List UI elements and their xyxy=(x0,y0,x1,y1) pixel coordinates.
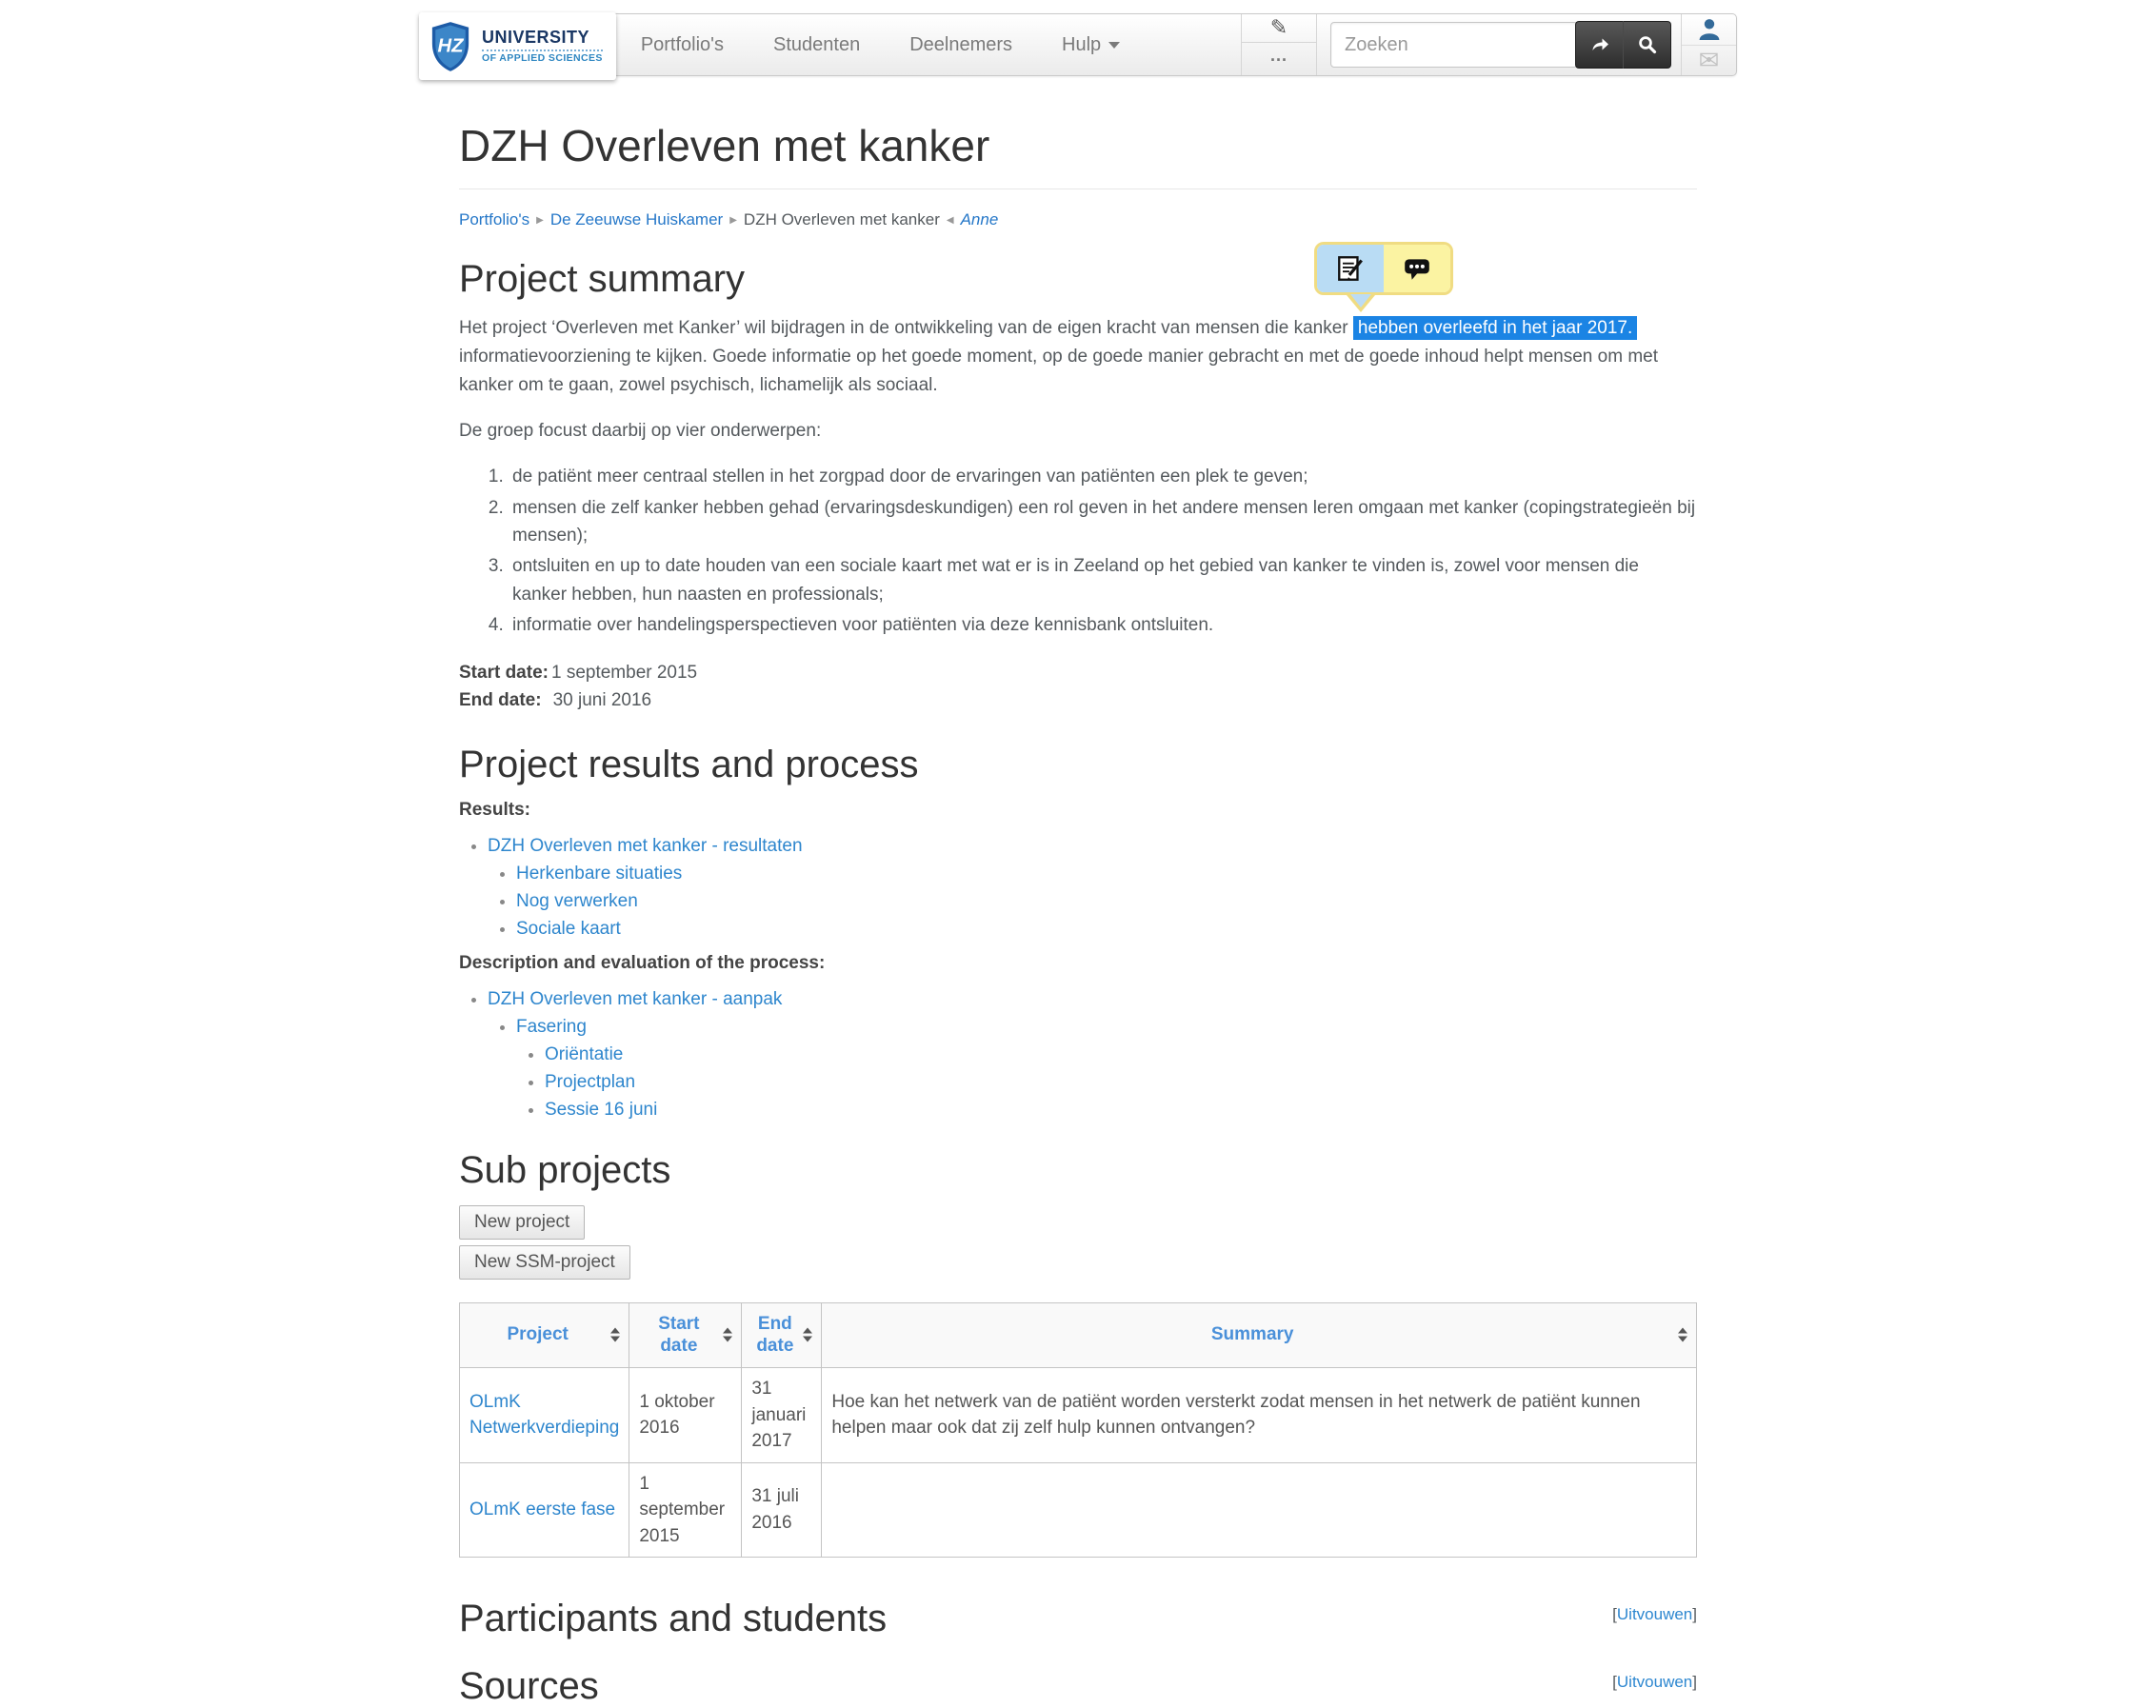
subprojects-heading: Sub projects xyxy=(459,1148,671,1191)
participants-expand-link[interactable]: Uitvouwen xyxy=(1616,1605,1693,1624)
sources-expand xyxy=(1612,1673,1697,1692)
column-header-label: Summary xyxy=(1210,1324,1294,1345)
column-header-project[interactable] xyxy=(460,1302,629,1368)
link-resultaten[interactable]: DZH Overleven met kanker - resultaten xyxy=(488,835,803,856)
list-item xyxy=(545,1100,1697,1121)
column-header-label: Project xyxy=(507,1324,569,1345)
search-button[interactable] xyxy=(1624,21,1671,69)
nav-item-hulp[interactable] xyxy=(1037,14,1145,75)
link-herkenbare-situaties[interactable]: Herkenbare situaties xyxy=(516,863,683,884)
envelope-icon: ✉ xyxy=(1698,45,1720,74)
comment-icon xyxy=(1402,253,1432,284)
nav-spacer xyxy=(1145,14,1241,75)
list-item xyxy=(516,891,1697,912)
link-olmk-netwerkverdieping[interactable]: OLmK Netwerkverdieping xyxy=(469,1391,620,1439)
list-item xyxy=(545,1072,1697,1093)
breadcrumb-author-anne[interactable]: Anne xyxy=(960,210,999,228)
link-orientatie[interactable]: Oriëntatie xyxy=(545,1043,624,1064)
column-header-label: End date xyxy=(756,1313,794,1357)
link-olmk-eerste-fase[interactable]: OLmK eerste fase xyxy=(469,1499,616,1520)
user-profile-button[interactable] xyxy=(1682,14,1736,46)
list-item xyxy=(488,836,1697,940)
participants-heading: Participants and students xyxy=(459,1598,888,1640)
fasering-sublinks xyxy=(516,1044,1697,1121)
bracket: ] xyxy=(1692,1605,1697,1624)
logo-line2: OF APPLIED SCIENCES xyxy=(482,51,603,64)
svg-text:HZ: HZ xyxy=(437,35,464,57)
column-header-summary[interactable] xyxy=(822,1302,1697,1368)
mail-button[interactable] xyxy=(1682,46,1736,76)
link-sessie-16-juni[interactable]: Sessie 16 juni xyxy=(545,1099,658,1120)
summary-paragraph xyxy=(459,314,1697,400)
page xyxy=(0,13,2156,1708)
search-icon xyxy=(1637,34,1658,55)
column-header-start-date[interactable] xyxy=(629,1302,742,1368)
process-sublinks xyxy=(488,1017,1697,1121)
bracket: [ xyxy=(1612,1605,1617,1624)
table-body xyxy=(460,1368,1697,1558)
go-arrow-icon xyxy=(1589,34,1610,55)
summary-paragraph-wrap xyxy=(459,314,1697,400)
start-date-value: 1 september 2015 xyxy=(550,662,698,683)
top-navigation xyxy=(419,13,1737,76)
nav-menu xyxy=(616,14,1145,75)
subprojects-table xyxy=(459,1302,1697,1559)
cell-start-date: 1 oktober 2016 xyxy=(629,1368,742,1463)
breadcrumb-de-zeeuwse-huiskamer[interactable]: De Zeeuwse Huiskamer xyxy=(549,210,724,228)
sort-icon xyxy=(1678,1328,1687,1342)
breadcrumb-next-icon: ▶ xyxy=(536,215,544,226)
annotation-comment-button[interactable] xyxy=(1384,245,1450,292)
go-button[interactable] xyxy=(1575,21,1624,69)
topic-item: 3. ontsluiten en up to date houden van een sociale kaart met wat er is in Zeeland op het gebied van kanker te vinden is, zowel voor mensen die kanker hebben, hun naasten en professionals; xyxy=(509,552,1697,608)
sort-icon xyxy=(803,1328,812,1342)
link-aanpak[interactable]: DZH Overleven met kanker - aanpak xyxy=(488,988,783,1009)
results-label: Results: xyxy=(459,799,530,820)
column-header-end-date[interactable] xyxy=(742,1302,822,1368)
results-links xyxy=(459,836,1697,940)
cell-summary xyxy=(822,1462,1697,1558)
list-item xyxy=(488,989,1697,1121)
cell-project xyxy=(460,1462,629,1558)
project-summary-heading: Project summary xyxy=(459,258,746,300)
start-date-label: Start date: xyxy=(459,662,549,683)
breadcrumb-portfolios[interactable]: Portfolio's xyxy=(459,210,530,228)
table-row xyxy=(460,1462,1697,1558)
hz-shield-icon xyxy=(429,21,472,72)
nav-item-hulp-label: Hulp xyxy=(1062,33,1102,55)
tooltip-pointer xyxy=(1347,295,1375,312)
sort-icon xyxy=(610,1328,620,1342)
list-item xyxy=(516,1017,1697,1121)
sources-expand-link[interactable]: Uitvouwen xyxy=(1616,1673,1693,1692)
focus-topics-list xyxy=(459,463,1697,640)
search-input[interactable] xyxy=(1330,22,1578,68)
link-fasering[interactable]: Fasering xyxy=(516,1016,587,1037)
nav-item-portfolios[interactable]: Portfolio's xyxy=(640,33,724,55)
breadcrumb-back-icon: ◀ xyxy=(946,215,954,226)
nav-item-studenten[interactable]: Studenten xyxy=(773,33,861,55)
logo-line1: UNIVERSITY xyxy=(482,27,590,47)
topic-item: 2. mensen die zelf kanker hebben gehad (ervaringsdeskundigen) een rol geven in het andere mensen leren omgaan met kanker (copingstrategieën bij mensen); xyxy=(509,494,1697,550)
logo-divider xyxy=(482,50,603,51)
results-heading: Project results and process xyxy=(459,743,919,785)
search-area xyxy=(1317,14,1681,75)
topic-item: 1. de patiënt meer centraal stellen in het zorgpad door de ervaringen van patiënten een plek te geven; xyxy=(509,463,1697,490)
breadcrumb xyxy=(459,210,1697,229)
new-project-button[interactable]: New project xyxy=(459,1205,585,1240)
note-edit-icon xyxy=(1335,253,1366,284)
list-item xyxy=(545,1044,1697,1065)
table-head xyxy=(460,1302,1697,1368)
participants-section-header xyxy=(459,1598,1697,1640)
sources-heading: Sources xyxy=(459,1665,599,1708)
cell-end-date: 31 juli 2016 xyxy=(742,1462,822,1558)
hz-university-logo[interactable] xyxy=(419,12,616,80)
table-row xyxy=(460,1368,1697,1463)
focus-line: De groep focust daarbij op vier onderwerpen: xyxy=(459,421,822,442)
start-date-row xyxy=(459,659,1697,686)
list-item xyxy=(516,919,1697,940)
link-nog-verwerken[interactable]: Nog verwerken xyxy=(516,890,638,911)
sources-section-header xyxy=(459,1665,1697,1708)
account-panel xyxy=(1681,14,1736,75)
main-content xyxy=(459,120,1697,1708)
summary-text-before: Het project ‘Overleven met Kanker’ wil bijdragen in de ontwikkeling van de eigen kracht van mensen die kanker xyxy=(459,318,1353,338)
end-date-row xyxy=(459,686,1697,714)
bracket: ] xyxy=(1692,1673,1697,1692)
topic-item: 4. informatie over handelingsperspectieven voor patiënten via deze kennisbank ontsluiten. xyxy=(509,611,1697,639)
user-icon xyxy=(1697,17,1722,42)
column-header-label: Start date xyxy=(658,1313,700,1357)
page-title: DZH Overleven met kanker xyxy=(459,120,1697,189)
bracket: [ xyxy=(1612,1673,1617,1692)
end-date-label: End date: xyxy=(459,690,542,711)
logo-text xyxy=(482,29,603,64)
annotated-highlight[interactable]: hebben overleefd in het jaar 2017. xyxy=(1353,316,1637,340)
more-actions-button[interactable]: ... xyxy=(1269,46,1288,66)
cell-end-date: 31 januari 2017 xyxy=(742,1368,822,1463)
process-links xyxy=(459,989,1697,1121)
navbar xyxy=(419,13,1737,76)
nav-item-deelnemers[interactable]: Deelnemers xyxy=(909,33,1013,55)
annotation-tooltip xyxy=(1314,242,1453,295)
participants-expand xyxy=(1612,1605,1697,1624)
link-sociale-kaart[interactable]: Sociale kaart xyxy=(516,918,621,939)
process-label: Description and evaluation of the process: xyxy=(459,952,826,973)
results-sublinks xyxy=(488,864,1697,940)
annotation-note-button[interactable] xyxy=(1317,245,1384,292)
edit-pencil-icon[interactable]: ✎ xyxy=(1242,14,1316,43)
chevron-down-icon xyxy=(1108,42,1120,49)
annotation-tooltip-box xyxy=(1314,242,1453,295)
sort-icon xyxy=(723,1328,732,1342)
table-header-row xyxy=(460,1302,1697,1368)
end-date-value: 30 juni 2016 xyxy=(552,690,652,711)
cell-summary: Hoe kan het netwerk van de patiënt worden versterkt zodat mensen in het netwerk de patiënt kunnen helpen maar ook dat zij zelf hulp kunnen ontvangen? xyxy=(822,1368,1697,1463)
search-buttons xyxy=(1575,21,1671,69)
cell-project xyxy=(460,1368,629,1463)
list-item xyxy=(516,864,1697,884)
cell-start-date: 1 september 2015 xyxy=(629,1462,742,1558)
edit-tools-column xyxy=(1241,14,1317,75)
link-projectplan[interactable]: Projectplan xyxy=(545,1071,636,1092)
breadcrumb-next-icon: ▶ xyxy=(729,215,737,226)
new-ssm-project-button[interactable]: New SSM-project xyxy=(459,1245,630,1280)
project-dates xyxy=(459,659,1697,715)
breadcrumb-current: DZH Overleven met kanker xyxy=(743,210,940,228)
summary-text-after: informatievoorziening te kijken. Goede informatie op het goede moment, op de goede manier gebracht en met de goede inhoud helpt mensen om met kanker om te gaan, zowel psychisch, lichamelijk als sociaal. xyxy=(459,347,1659,396)
